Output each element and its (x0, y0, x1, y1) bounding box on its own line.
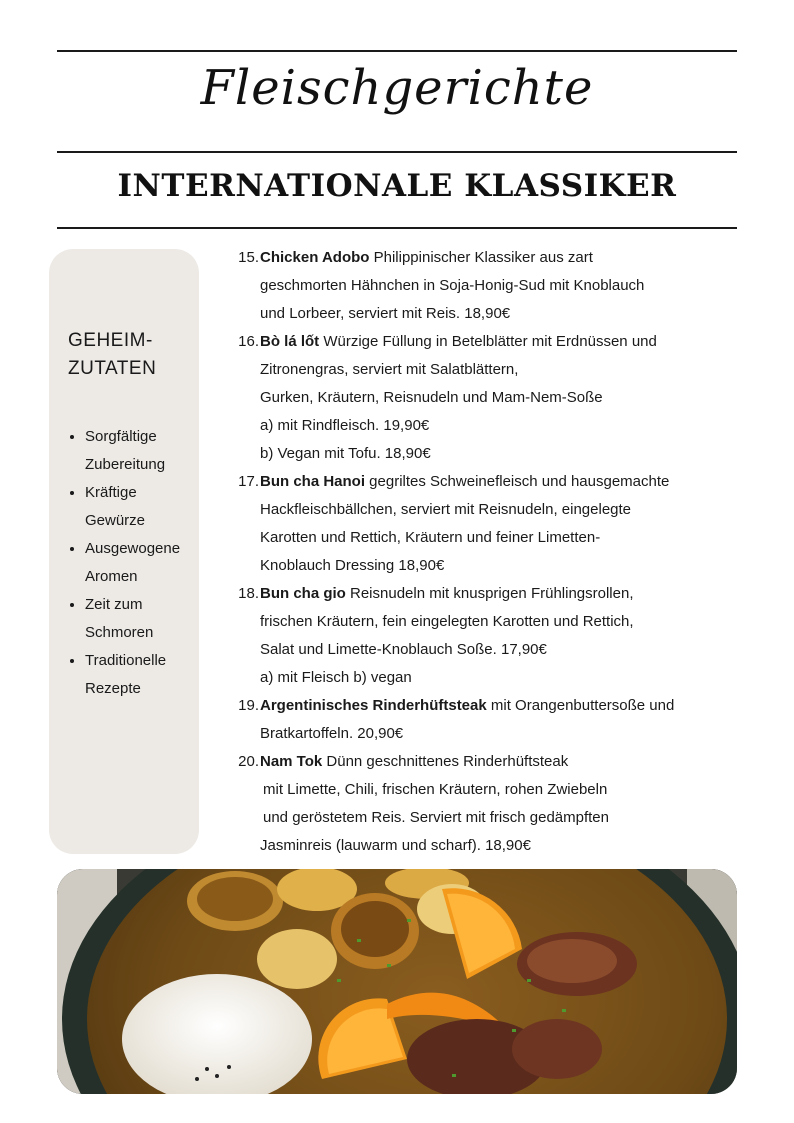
menu-item-text: Salat und Limette-Knoblauch Soße. 17,90€ (260, 641, 547, 658)
menu-item-number: 15. (238, 249, 259, 266)
menu-item-number: 20. (238, 753, 259, 770)
menu-item-text: Gurken, Kräutern, Reisnudeln und Mam-Nem-Soße (260, 389, 603, 406)
menu-item-text: frischen Kräutern, fein eingelegten Karotten und Rettich, (260, 613, 634, 630)
menu-item-option: a) mit Rindfleisch. 19,90€ (260, 417, 430, 434)
menu-item-text: Bratkartoffeln. 20,90€ (260, 725, 404, 742)
food-photo (57, 869, 737, 1094)
menu-item-name: Argentinisches Rinderhüftsteak (260, 697, 487, 714)
sidebar-secret-ingredients (49, 249, 199, 854)
middle-rule (57, 151, 737, 153)
menu-item (230, 244, 730, 328)
menu-item-text: Zitronengras, serviert mit Salatblättern, (260, 361, 519, 378)
menu-item-text: gegriltes Schweinefleisch und hausgemachte (365, 473, 670, 490)
menu-item-name: Chicken Adobo (260, 249, 370, 266)
menu-item-text: Würzige Füllung in Betelblätter mit Erdnüssen und (319, 333, 657, 350)
menu-item-text: mit Limette, Chili, frischen Kräutern, rohen Zwiebeln (263, 781, 608, 798)
page-title: Fleischgerichte (200, 60, 594, 116)
list-item: • Kräftige Gewürze (85, 479, 215, 535)
menu-item (230, 748, 730, 860)
menu-item-name: Bò lá lốt (260, 333, 320, 350)
list-item: • Ausgewogene Aromen (85, 535, 215, 591)
menu-item-text: Reisnudeln mit knusprigen Frühlingsrollen, (345, 585, 634, 602)
list-item: • Sorgfältige Zubereitung (85, 423, 215, 479)
menu-item-number: 17. (238, 473, 259, 490)
menu-item-name: Bun cha Hanoi (260, 473, 366, 490)
menu-item-option: a) mit Fleisch b) vegan (260, 669, 412, 686)
menu-item-option: b) Vegan mit Tofu. 18,90€ (260, 445, 431, 462)
list-item: • Traditionelle Rezepte (85, 647, 215, 703)
menu-item-text: Karotten und Rettich, Kräutern und feiner Limetten- (260, 529, 601, 546)
sidebar-bullet-list (66, 423, 215, 703)
menu-item-text: Dünn geschnittenes Rinderhüftsteak (322, 753, 569, 770)
menu-item-text: geschmorten Hähnchen in Soja-Honig-Sud mit Knoblauch (260, 277, 645, 294)
sidebar-heading-line: ZUTATEN (68, 358, 157, 379)
menu-item-text: Jasminreis (lauwarm und scharf). 18,90€ (260, 837, 531, 854)
sidebar-heading (68, 327, 156, 383)
menu-item-text: Philippinischer Klassiker aus zart (369, 249, 593, 266)
menu-item-name: Nam Tok (260, 753, 323, 770)
bottom-rule (57, 227, 737, 229)
menu-item-text: Hackfleischbällchen, serviert mit Reisnudeln, eingelegte (260, 501, 632, 518)
menu-item (230, 692, 730, 748)
menu-item-text: mit Orangenbuttersoße und (486, 697, 675, 714)
menu-item (230, 468, 730, 580)
menu-item-name: Bun cha gio (260, 585, 346, 602)
menu-item-text: und geröstetem Reis. Serviert mit frisch gedämpften (263, 809, 609, 826)
menu-item (230, 580, 730, 692)
menu-item-number: 18. (238, 585, 259, 602)
food-photo-icon (57, 869, 737, 1094)
menu-item-number: 19. (238, 697, 259, 714)
sidebar-heading-line: GEHEIM- (68, 330, 153, 351)
menu-item-text: Knoblauch Dressing 18,90€ (260, 557, 445, 574)
menu-item (230, 328, 730, 468)
section-title: INTERNATIONALE KLASSIKER (117, 168, 677, 204)
menu-list (230, 244, 730, 860)
top-rule (57, 50, 737, 52)
list-item: • Zeit zum Schmoren (85, 591, 215, 647)
menu-item-text: und Lorbeer, serviert mit Reis. 18,90€ (260, 305, 511, 322)
menu-item-number: 16. (238, 333, 259, 350)
